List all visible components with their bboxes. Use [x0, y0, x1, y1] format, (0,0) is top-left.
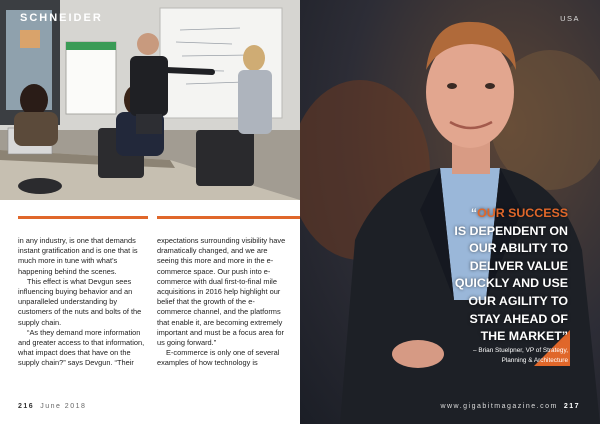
quote-line-1: “OUR SUCCESS [470, 206, 568, 220]
quote-attribution: – Brian Stuelpner, VP of Strategy, Planning & Architecture [473, 347, 568, 364]
quote-line: OUR ABILITY TO [469, 241, 568, 256]
divider-rule [18, 216, 148, 219]
divider-rule [157, 216, 300, 219]
pull-quote [368, 205, 568, 346]
page-number: 217 [563, 403, 580, 410]
article-column-2 [157, 236, 287, 369]
right-page [300, 0, 600, 424]
office-meeting-photo [0, 0, 300, 200]
paragraph: This effect is what Devgun sees influencing buying behavior and an unparalleled understanding by customers of the nuts and bolts of the supply chain. [18, 276, 142, 327]
page-number: 216 [18, 403, 35, 410]
quote-line: THE MARKET” [480, 329, 568, 344]
paragraph: expectations surrounding visibility have dramatically changed, and we are seeing this more and more in the e-commerce space. Our push into e-commerce with dual first-to-final mile acquisitions in 2016 help highlight our belief that the growth of the e-commerce channel, and the platforms that enable it, are becoming extremely important and must be a focus area for us going forward.” [157, 236, 286, 348]
quote-line: OUR AGILITY TO [468, 293, 568, 308]
website-url: www.gigabitmagazine.com [440, 403, 558, 410]
left-folio [18, 403, 86, 410]
paragraph: in any industry, is one that demands instant gratification and is one that is much more in tune with what's happening behind the scenes. [18, 236, 138, 276]
quote-line: DELIVER VALUE [469, 258, 568, 273]
quote-highlight: OUR SUCCESS [477, 206, 568, 220]
region-label: USA [560, 14, 580, 23]
brand-logo-text: SCHNEIDER [20, 12, 103, 24]
right-folio [440, 403, 580, 410]
article-column-1 [18, 236, 146, 369]
office-scene-illustration [0, 0, 300, 200]
quote-line: IS DEPENDENT ON [454, 223, 568, 238]
quote-line: STAY AHEAD OF [469, 311, 568, 326]
issue-date: June 2018 [40, 403, 87, 410]
paragraph: E-commerce is only one of several examples of how technology is [157, 348, 280, 368]
paragraph: “As they demand more information and greater access to that information, what impact does that have on the supply chain?” says Devgun. “Their [18, 327, 145, 368]
quote-line: QUICKLY AND USE [454, 276, 568, 291]
